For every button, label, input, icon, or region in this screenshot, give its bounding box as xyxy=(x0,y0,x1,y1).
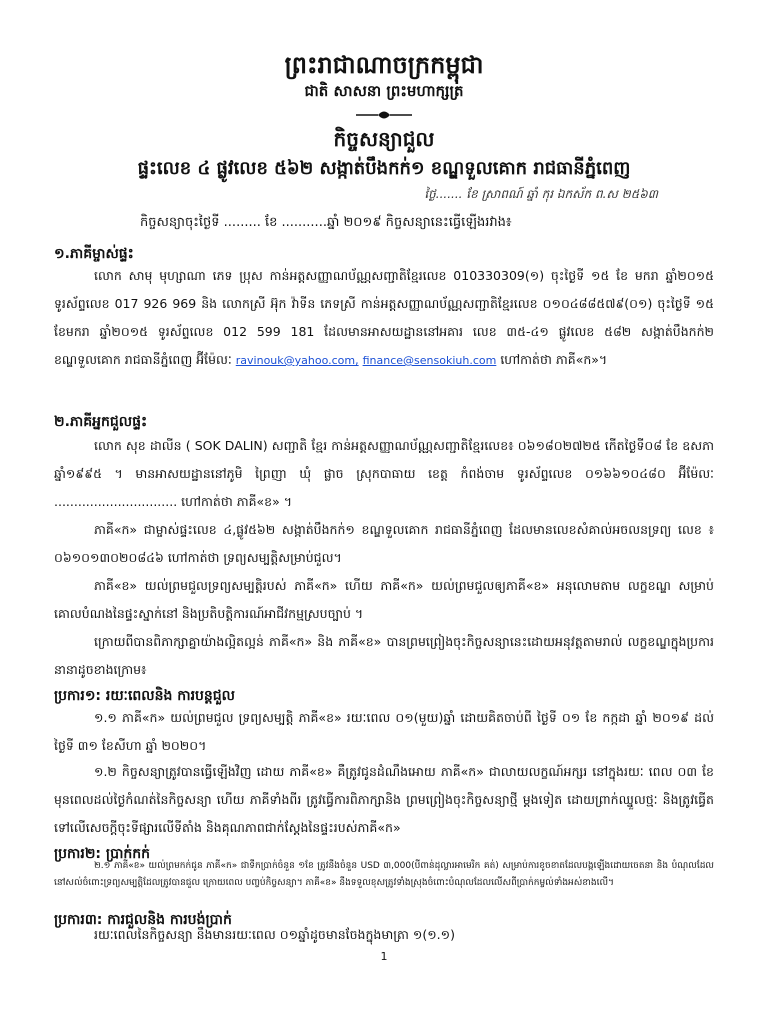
article-3-heading: ប្រការ៣: ការជួលនិង ការបង់ប្រាក់ xyxy=(54,912,232,928)
ornament-divider xyxy=(354,108,414,122)
lunar-date-line: ថ្ងៃ....... ខែ ស្រាពណ៍ ឆ្នាំ កុរ ឯកស័ក ព.ស ២៥៦៣ xyxy=(424,187,658,201)
owner-tail: ហៅកាត់ថា ភាគី«ក»។ xyxy=(500,352,608,367)
article-1-item-1: ១.១ ភាគី«ក» យល់ព្រមជួល ទ្រព្យសម្បត្តិ ភាគី«ខ» រយៈពេល ០១(មួយ)ឆ្នាំ ដោយគិតចាប់ពី ថ្ងៃទី ០១ ខែ កក្កដា ឆ្នាំ ២០១៩ ដល់ ថ្ងៃទី ៣១ ខែសីហា ឆ្នាំ ២០២០។ xyxy=(54,710,714,753)
owner-text: លោក សាមុ មុហ្សាណា ភេទ ប្រុស កាន់អត្តសញ្ញាណប័ណ្ណសញ្ជាតិខ្មែរលេខ 010330309(១) ចុះថ្ងៃទី ១៥ ខែ មករា ឆ្នាំ២០១៥ ទូរស័ព្ទលេខ 017 926 969 និង លោកស្រី អ៊ុក វ៉ាទីន ភេទស្រី កាន់អត្តសញ្ញាណប័ណ្ណសញ្ជាតិខ្មែរលេខ ០១០៤៨៨៥៧៩(០១) ចុះថ្ងៃទី ១៥ ខែមករា ឆ្នាំ២០១៥ ទូរស័ព្ទលេខ 012 599 181 ដែលមានអាសយដ្ឋាននៅអគារ លេខ ៣៥-៤១ ផ្លូវលេខ ៥៨២ សង្កាត់បឹងកក់២ ខណ្ឌទួលគោក រាជធានីភ្នំពេញ អ៊ីម៉ែលៈ xyxy=(54,268,714,367)
article-2-item-1: ២.១ ភាគី«ខ» យល់ព្រមកក់ជូន ភាគី«ក» ជាទឹកប្រាក់ចំនួន ១ខែ ត្រូវនឹងចំនួន USD ៣,000(បីពាន់ដុល្លារអាមេរិក គត់) សម្រាប់ការខូចខាតដែលបង្កឡើងដោយចេតនា និង បំណុលដែលនៅសល់ចំពោះទ្រព្យសម្បត្តិដែលត្រូវបានជួល ក្រោយពេល បញ្ចប់កិច្ចសន្យា។ ភាគី«ខ» នឹងទទួលខុសត្រូវទាំងស្រុងចំពោះបំណុលដែលលើសពីប្រាក់កម្ចល់ទាំងអស់ខាងលើ។ xyxy=(54,861,714,888)
contract-date-line: កិច្ចសន្យាចុះថ្ងៃទី ......... ខែ ...........ឆ្នាំ ២០១៩ កិច្ចសន្យានេះធ្វើឡើងរវាង៖ xyxy=(140,215,512,230)
kingdom-heading: ព្រះរាជាណាចក្រកម្ពុជា xyxy=(284,51,484,79)
owner-heading: ១.ភាគីម្ចាស់ផ្ទះ xyxy=(54,246,134,262)
terms-intro-paragraph: ក្រោយពីបានពិភាក្សាគ្នាយ៉ាងល្អិតល្អន់ ភាគី«ក» និង ភាគី«ខ» បានព្រមព្រៀងចុះកិច្ចសន្យានេះដោយអនុវត្តតាមរាល់ លក្ខខណ្ឌក្នុងប្រការនានាដូចខាងក្រោម៖ xyxy=(54,634,714,677)
agreement-paragraph: ភាគី«ខ» យល់ព្រមជួលទ្រព្យសម្បត្តិរបស់ ភាគី«ក» ហើយ ភាគី«ក» យល់ព្រមជួលឲ្យភាគី«ខ» អនុលោមតាម លក្ខខណ្ឌ សម្រាប់គោលបំណងនៃផ្ទះស្នាក់នៅ និងប្រតិបត្តិការណ៍អាជីវកម្មស្របច្បាប់ ។ xyxy=(54,578,714,621)
owner-paragraph xyxy=(54,262,714,375)
owner-email-2[interactable]: finance@sensokiuh.com xyxy=(362,354,497,367)
article-2-heading: ប្រការ២: ប្រាក់កក់ xyxy=(54,846,151,862)
tenant-paragraph: លោក សុខ ដាលីន ( SOK DALIN) សញ្ជាតិ ខ្មែរ កាន់អត្តសញ្ញាណប័ណ្ណសញ្ជាតិខ្មែរលេខ៖ ០៦១៨០២៧២៥ កើតថ្ងៃទី០៨ ខែ ឧសភា ឆ្នាំ១៩៩៥ ។ មានអាសយដ្ឋាននៅភូមិ ព្រៃញា ឃុំ ផ្លាច ស្រុកបាធាយ ខេត្ត កំពង់ចាម ទូរស័ព្ទលេខ ០១៦៦១០៤៨០ អ៊ីម៉ែលៈ ............................... ហៅកាត់ថា ភាគី«ខ» ។ xyxy=(54,438,714,509)
property-paragraph: ភាគី«ក» ជាម្ចាស់ផ្ទះលេខ ៤,ផ្លូវ៥៦២ សង្កាត់បឹងកក់១ ខណ្ឌទួលគោក រាជធានីភ្នំពេញ ដែលមានលេខសំគាល់អចលនទ្រព្យ លេខ ៖ ០៦១០១៣០២០៨៤៦ ហៅកាត់ថា ទ្រព្យសម្បត្តិសម្រាប់ជួល។ xyxy=(54,522,714,565)
owner-email-1[interactable]: ravinouk@yahoo.com, xyxy=(235,354,359,367)
national-motto: ជាតិ សាសនា ព្រះមហាក្សត្រ xyxy=(304,82,464,100)
tenant-heading: ២.ភាគីអ្នកជួលផ្ទះ xyxy=(54,414,148,430)
document-subtitle: ផ្ទះលេខ ៤ ផ្លូវលេខ ៥៦២ សង្កាត់បឹងកក់១ ខណ្ឌទួលគោក រាជធានីភ្នំពេញ xyxy=(137,158,631,179)
article-1-heading: ប្រការ១: រយៈពេលនិង ការបន្តជួល xyxy=(54,688,236,704)
page-number: 1 xyxy=(380,950,388,963)
article-3-item-1: រយៈពេលនៃកិច្ចសន្យា នឹងមានរយៈពេល ០១ឆ្នាំដូចមានចែងក្នុងមាត្រា ១(១.១) xyxy=(94,927,455,942)
article-1-item-2: ១.២ កិច្ចសន្យាត្រូវបានធ្វើឡើងវិញ ដោយ ភាគី«ខ» គឺត្រូវជូនដំណឹងអោយ ភាគី«ក» ជាលាយលក្ខណ៍អក្សរ នៅក្នុងរយៈ ពេល ០៣ ខែ មុនពេលដល់ថ្ងៃកំណត់នៃកិច្ចសន្យា ហើយ ភាគីទាំងពីរ ត្រូវធ្វើការពិភាក្សានិង ព្រមព្រៀងចុះកិច្ចសន្យាថ្មី ម្ដងទៀត ដោយព្រាក់ឈ្នួលថ្មៈ និងត្រូវធ្វើតទៅលើសេចក្តីចុះទីផ្សារលើទីតាំង និងគុណភាពជាក់ស្តែងនៃផ្ទះរបស់ភាគី«ក» xyxy=(54,764,714,835)
document-title: កិច្ចសន្យាជួល xyxy=(333,127,435,151)
